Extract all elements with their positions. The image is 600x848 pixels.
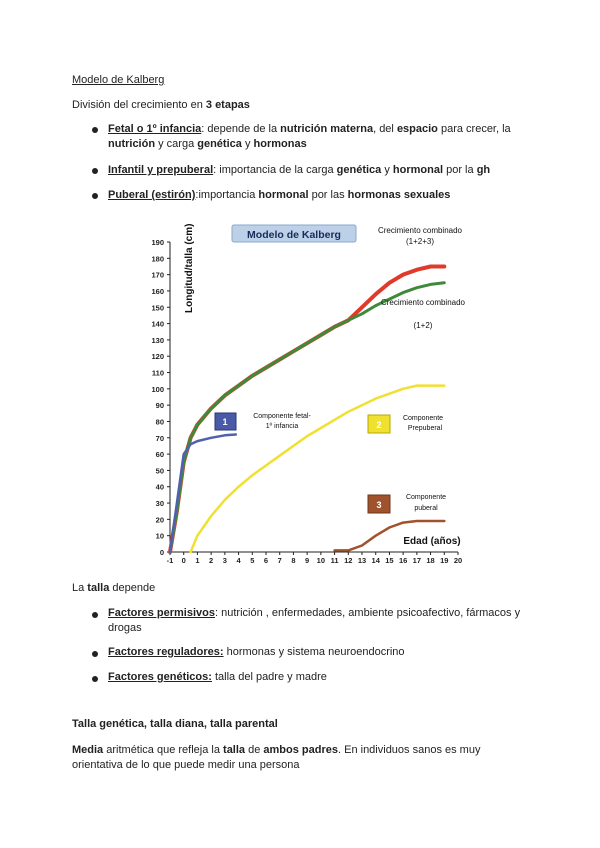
badge-1-label: 1 [222,417,228,427]
y-tick-label: 170 [151,270,164,280]
division-bold: 3 etapas [205,99,250,111]
factor-title: Factores permisivos [108,607,215,619]
y-tick-label: 50 [155,466,164,476]
y-tick-label: 30 [155,499,164,509]
x-tick-label: 11 [330,556,339,565]
list-item-factor-2 [108,645,538,660]
media-bold: talla [223,744,246,756]
page-title: Modelo de Kalberg [72,74,165,86]
bullet-dot [92,676,98,682]
factor-text: : nutrición , enfermedades, ambiente psicoafectivo, fármacos y [215,607,521,619]
x-tick-label: 10 [316,556,326,565]
stage-text: : depende de la [201,123,281,135]
x-tick-label: 19 [440,556,449,565]
y-tick-label: 180 [151,254,164,264]
media-text: orientativa de lo que puede medir una persona [72,759,300,771]
annotation-sub: puberal [414,505,438,512]
stage-bold: genética [336,164,382,176]
stage-text: :importancia [195,189,259,201]
annotation-sub: Prepuberal [407,425,443,432]
section-title: Talla genética, talla diana, talla parental [72,718,278,730]
stage-title: Puberal (estirón) [108,189,196,201]
stage-bold: hormonal [258,189,309,201]
stage-bold: nutrición materna [280,123,374,135]
x-tick-label: 2 [209,556,214,565]
annotation-sub: 1º infancia [265,423,299,430]
stage-text: por la [443,164,477,176]
media-text: . En individuos sanos es muy [338,744,481,756]
annotation-label: Componente [402,415,444,422]
x-tick-label: 6 [263,556,269,565]
media-bold: ambos padres [263,744,338,756]
y-tick-label: 70 [155,433,164,443]
x-tick-label: 1 [195,556,200,565]
y-tick-label: 0 [159,548,164,557]
stage-text: y carga [155,138,198,150]
x-tick-label: 5 [250,556,255,565]
stage-text: , del [373,123,397,135]
y-tick-label: 140 [151,319,164,329]
bullet-dot [92,127,98,133]
x-tick-label: 13 [357,556,367,565]
badge-2-label: 2 [376,420,382,430]
list-item-stage-2 [108,163,538,178]
y-tick-label: 10 [155,531,164,541]
stage-title: Infantil y prepuberal [108,164,214,176]
media-text: de [245,744,264,756]
factor-text: drogas [108,622,142,634]
x-axis-label: Edad (años) [403,536,461,547]
talla-text: La [72,582,88,594]
y-tick-label: 130 [151,335,164,345]
x-tick-label: 0 [181,556,186,565]
y-tick-label: 160 [151,286,164,296]
x-tick-label: -1 [166,556,174,565]
division-line [72,99,250,111]
talla-bold: talla [87,582,110,594]
bullet-dot [92,651,98,657]
bullet-dot [92,193,98,199]
x-tick-label: 9 [305,556,310,565]
annotation-label: Componente [405,494,447,501]
y-tick-label: 190 [151,238,164,247]
media-text: aritmética que refleja la [103,744,224,756]
stage-text: y [241,138,254,150]
x-tick-label: 4 [236,556,241,565]
x-tick-label: 15 [385,556,394,565]
stage-bold: hormonas [253,138,307,150]
x-tick-label: 14 [371,556,380,565]
annotation-label: Crecimiento combinado [377,226,463,235]
bullet-dot [92,612,98,618]
y-axis-label: Longitud/talla (cm) [184,223,195,313]
media-paragraph [72,743,542,773]
y-tick-label: 120 [151,352,164,362]
stage-text: para crecer, la [437,123,511,135]
stage-text: y [381,164,393,176]
x-tick-label: 8 [291,556,296,565]
list-item-factor-3 [108,670,538,685]
x-tick-label: 3 [222,556,227,565]
list-item-stage-3 [108,188,538,203]
stage-title: Fetal o 1º infancia [108,123,202,135]
annotation-sub: (1+2+3) [405,237,435,246]
x-tick-label: 17 [412,556,422,565]
y-tick-label: 20 [155,515,164,525]
stage-text: : importancia de la carga [213,164,337,176]
stage-bold: gh [476,164,491,176]
kalberg-chart [140,218,470,570]
factor-text: hormonas y sistema neuroendocrino [223,646,405,658]
annotation-label: Crecimiento combinado [380,298,466,307]
talla-text: depende [109,582,156,594]
stage-bold: genética [197,138,242,150]
factor-title: Factores genéticos: [108,671,212,683]
list-item-stage-1 [108,122,538,152]
y-tick-label: 80 [155,417,164,427]
media-bold: Media [72,744,104,756]
list-item-factor-1 [108,606,538,636]
y-tick-label: 40 [155,482,164,492]
x-tick-label: 7 [277,556,282,565]
x-tick-label: 12 [344,556,353,565]
badge-3-label: 3 [376,500,382,510]
y-tick-label: 90 [155,401,164,411]
stage-bold: hormonal [392,164,444,176]
bullet-dot [92,168,98,174]
chart-title: Modelo de Kalberg [247,229,341,241]
y-tick-label: 110 [151,368,164,378]
factor-text: talla del padre y madre [211,671,327,683]
stage-bold: espacio [396,123,438,135]
x-tick-label: 18 [426,556,435,565]
stage-bold: nutrición [108,138,156,150]
talla-line [72,582,155,594]
stage-bold: hormonas sexuales [347,189,451,201]
x-tick-label: 20 [453,556,463,565]
annotation-label: Componente fetal- [253,413,311,420]
y-tick-label: 60 [155,450,164,460]
factor-title: Factores reguladores: [108,646,224,658]
y-tick-label: 150 [151,303,164,313]
y-tick-label: 100 [151,384,164,394]
stage-text: por las [308,189,348,201]
division-text: División del crecimiento en [72,99,206,111]
x-tick-label: 16 [398,556,408,565]
annotation-sub: (1+2) [413,321,433,330]
